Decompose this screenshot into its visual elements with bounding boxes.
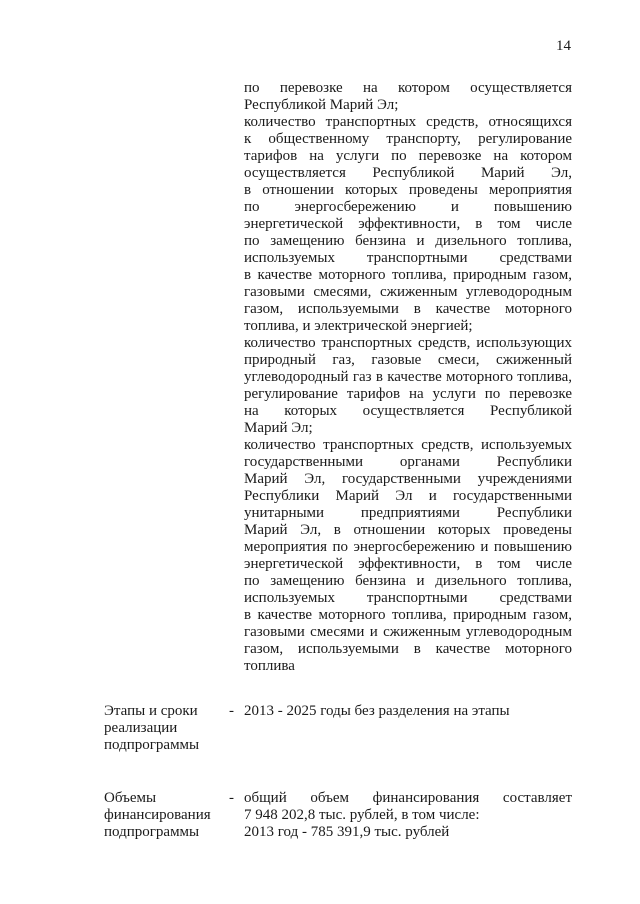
funding-label-line: Объемы — [104, 790, 157, 806]
stages-label-line: подпрограммы — [104, 737, 200, 753]
main-text-line: природный газ, газовые смеси, сжиженный — [244, 352, 572, 368]
main-text-line: газом, используемыми в качестве моторного — [244, 301, 572, 317]
main-text-line: энергетической эффективности, в том числе — [244, 556, 572, 572]
main-text-line: на которых осуществляется Республикой — [244, 403, 572, 419]
main-text-line: газовыми смесями и сжиженным углеводородным — [244, 624, 572, 640]
main-text-line: в отношении которых проведены мероприятия — [244, 182, 572, 198]
stages-dash: - — [229, 703, 234, 719]
main-text-line: Республикой Марий Эл; — [244, 97, 399, 113]
main-text-line: топлива — [244, 658, 295, 674]
main-text-line: в качестве моторного топлива, природным газом, — [244, 267, 572, 283]
main-text-line: государственными органами Республики — [244, 454, 572, 470]
main-text-line: используемых транспортными средствами — [244, 590, 572, 606]
main-text-line: мероприятия по энергосбережению и повышению — [244, 539, 572, 555]
main-text-line: унитарными предприятиями Республики — [244, 505, 572, 521]
main-text-line: осуществляется Республикой Марий Эл, — [244, 165, 572, 181]
main-text-line: количество транспортных средств, используемых — [244, 437, 572, 453]
main-text-line: газом, используемыми в качестве моторного — [244, 641, 572, 657]
funding-value-line: 7 948 202,8 тыс. рублей, в том числе: — [244, 807, 480, 823]
main-text-line: по замещению бензина и дизельного топлива, — [244, 233, 572, 249]
main-text-line: по замещению бензина и дизельного топлива, — [244, 573, 572, 589]
main-text-line: регулирование тарифов на услуги по перевозке — [244, 386, 572, 402]
main-text-line: газовыми смесями, сжиженным углеводородным — [244, 284, 572, 300]
funding-label-line: финансирования — [104, 807, 211, 823]
main-text-line: к общественному транспорту, регулирование — [244, 131, 572, 147]
funding-label — [104, 790, 234, 841]
stages-label — [104, 703, 234, 754]
main-text-line: топлива, и электрической энергией; — [244, 318, 473, 334]
stages-label-line: реализации — [104, 720, 178, 736]
main-text-line: в качестве моторного топлива, природным газом, — [244, 607, 572, 623]
funding-label-line: подпрограммы — [104, 824, 200, 840]
main-text-line: по перевозке на котором осуществляется — [244, 80, 572, 96]
indicators-text-block — [244, 80, 572, 675]
main-text-line: количество транспортных средств, использующих — [244, 335, 572, 351]
main-text-line: по энергосбережению и повышению — [244, 199, 572, 215]
main-text-line: Марий Эл, в отношении которых проведены — [244, 522, 572, 538]
main-text-line: углеводородный газ в качестве моторного топлива, — [244, 369, 572, 385]
stages-value — [244, 703, 572, 720]
stages-value-line: 2013 - 2025 годы без разделения на этапы — [244, 703, 510, 719]
main-text-line: энергетической эффективности, в том числе — [244, 216, 572, 232]
main-text-line: тарифов на услуги по перевозке на котором — [244, 148, 572, 164]
funding-dash: - — [229, 790, 234, 806]
funding-value-line: 2013 год - 785 391,9 тыс. рублей — [244, 824, 450, 840]
funding-value — [244, 790, 572, 841]
main-text-line: количество транспортных средств, относящихся — [244, 114, 572, 130]
main-text-line: Марий Эл, государственными учреждениями — [244, 471, 572, 487]
funding-value-line: общий объем финансирования составляет — [244, 790, 572, 806]
stages-label-line: Этапы и сроки — [104, 703, 198, 719]
main-text-line: Марий Эл; — [244, 420, 313, 436]
main-text-line: Республики Марий Эл и государственными — [244, 488, 572, 504]
page-number: 14 — [556, 38, 571, 54]
main-text-line: используемых транспортными средствами — [244, 250, 572, 266]
